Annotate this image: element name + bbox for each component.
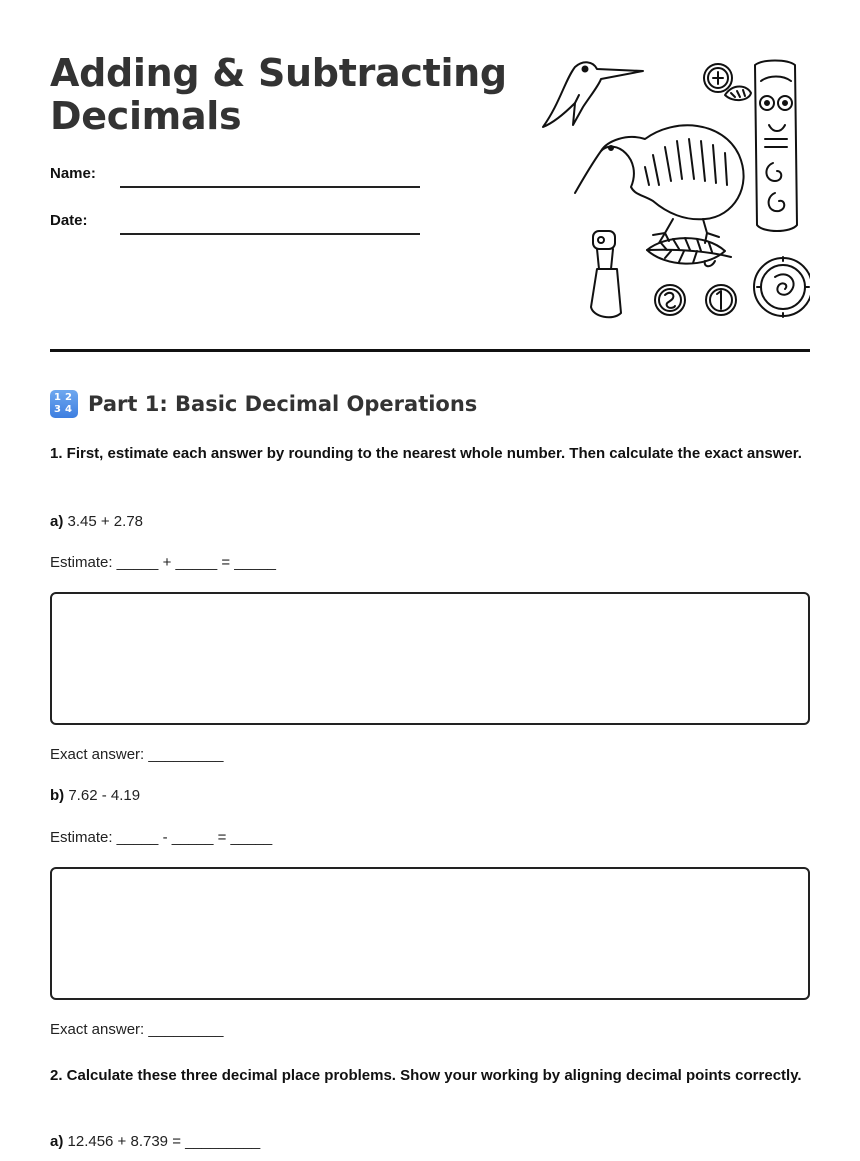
bird-head-icon [543,62,643,127]
nz-illustration [535,55,810,330]
question-2-text: 2. Calculate these three decimal place problems. Show your working by aligning decimal points correctly. [50,1067,802,1084]
title-line-2: Decimals [50,94,242,138]
keycap-digit: 2 [65,392,72,403]
question-1b-problem: 7.62 - 4.19 [68,787,141,804]
question-1a-label: a) [50,513,64,530]
question-1-text: 1. First, estimate each answer by rounding to the nearest whole number. Then calculate the exact answer. [50,445,802,462]
page-title [50,52,510,138]
keycap-digit: 1 [54,392,61,403]
question-1a-working-box[interactable] [50,592,810,725]
question-1a [50,513,143,530]
question-1a-exact-answer[interactable]: Exact answer: _________ [50,746,224,763]
section-heading-part-1 [50,389,477,419]
keycap-digit: 3 [54,404,61,415]
date-field[interactable] [120,233,420,235]
question-2a[interactable] [50,1133,260,1150]
title-line-1: Adding & Subtracting [50,51,507,95]
question-1b [50,787,140,804]
header-divider [50,349,810,352]
coin-icon [655,285,736,315]
section-heading-text: Part 1: Basic Decimal Operations [88,392,478,416]
numbers-keycap-icon [50,390,78,418]
tiki-carving-icon [755,61,797,232]
question-2a-problem: 12.456 + 8.739 = _________ [67,1133,261,1150]
question-1a-problem: 3.45 + 2.78 [67,513,143,530]
koru-icon [754,257,810,317]
question-1b-estimate[interactable]: Estimate: _____ - _____ = _____ [50,829,273,846]
shell-icon [725,87,751,101]
name-label: Name: [50,165,96,182]
kiwi-bird-icon [575,125,744,243]
fern-leaf-icon [647,238,731,266]
date-label: Date: [50,212,88,229]
question-1a-estimate[interactable]: Estimate: _____ + _____ = _____ [50,554,277,571]
keycap-digit: 4 [65,404,72,415]
name-field[interactable] [120,186,420,188]
tool-icon [591,231,621,317]
question-2a-label: a) [50,1133,64,1150]
coin-icon [704,64,732,92]
question-1b-exact-answer[interactable]: Exact answer: _________ [50,1021,224,1038]
question-1b-working-box[interactable] [50,867,810,1000]
question-1b-label: b) [50,787,65,804]
